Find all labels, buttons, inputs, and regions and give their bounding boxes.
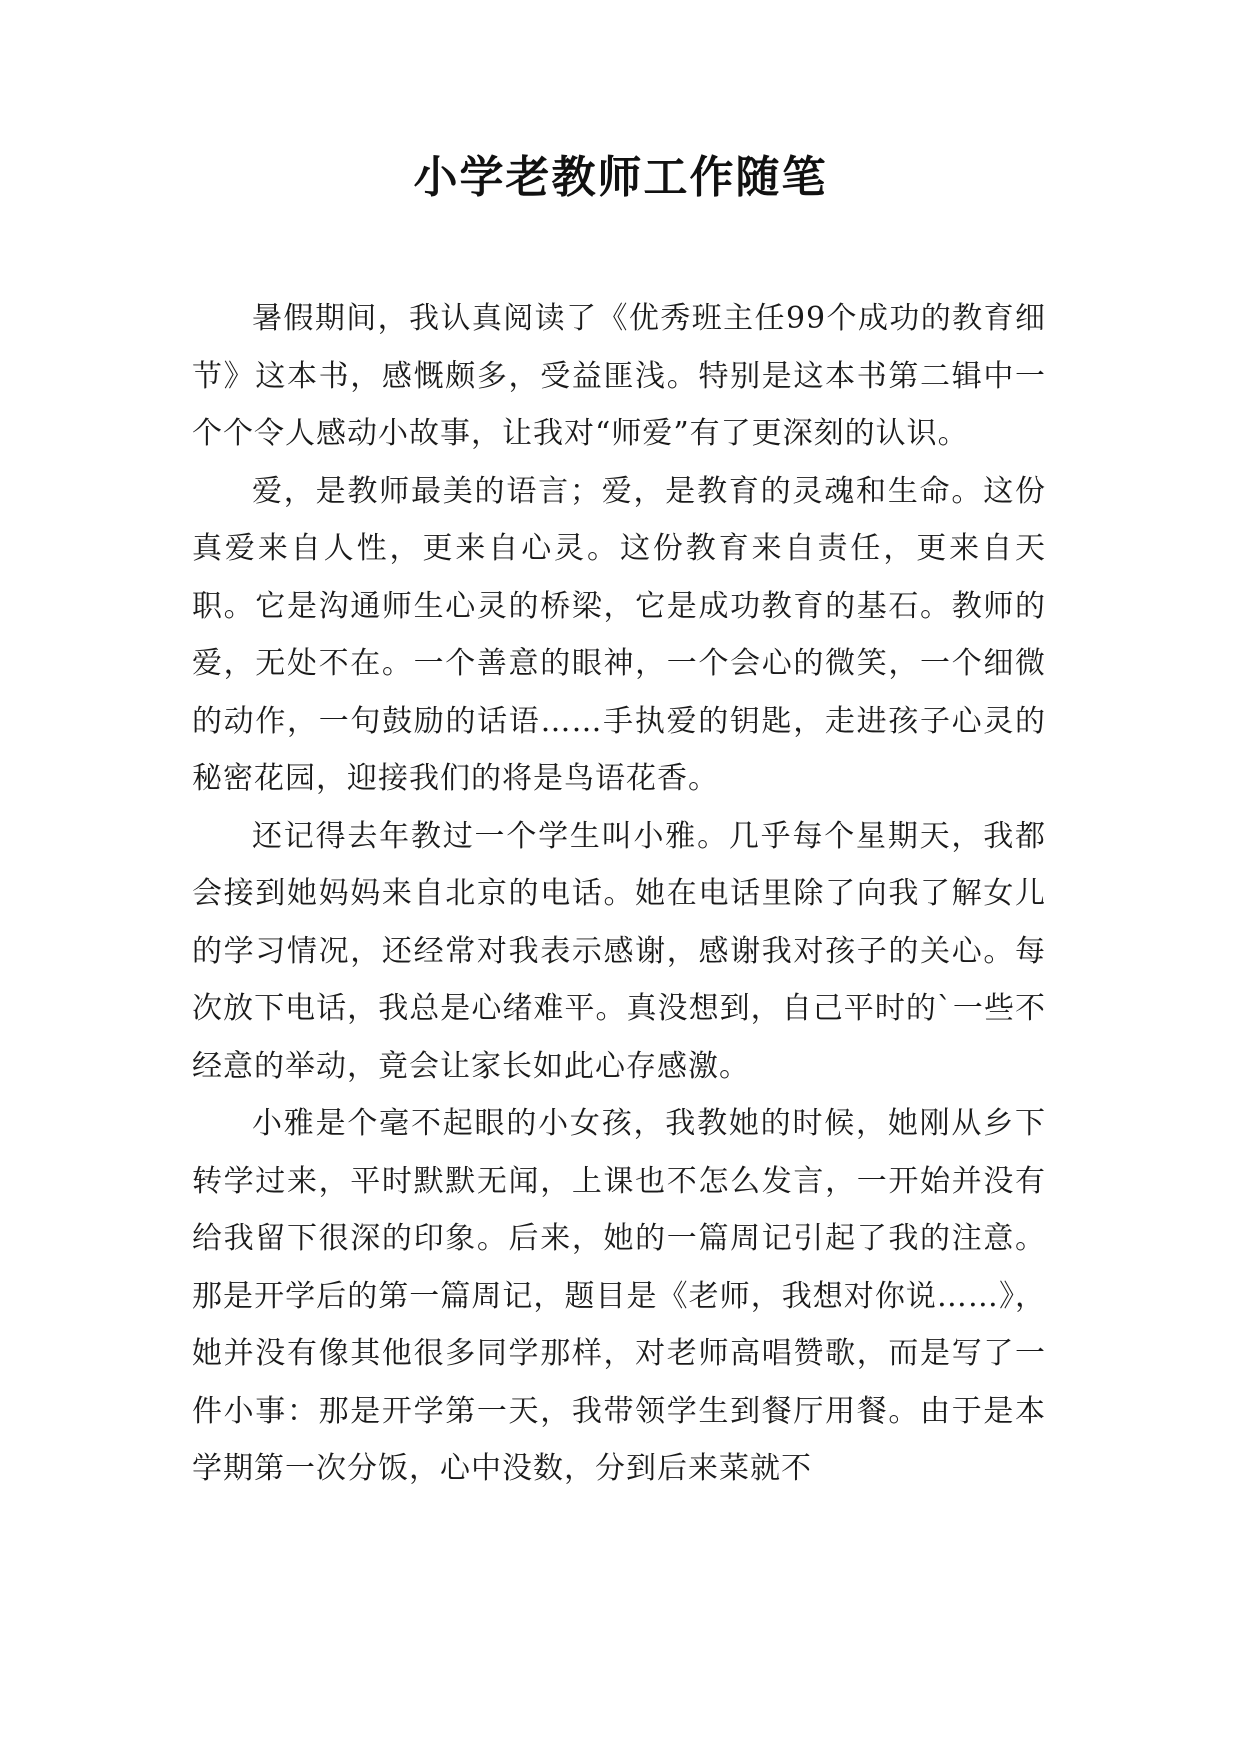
document-title: 小学老教师工作随笔 [413, 152, 828, 203]
document-body [192, 290, 1046, 1498]
paragraph-2: 爱，是教师最美的语言；爱，是教育的灵魂和生命。这份真爱来自人性，更来自心灵。这份教育来自责任，更来自天职。它是沟通师生心灵的桥梁，它是成功教育的基石。教师的爱，无处不在。一个善意的眼神，一个会心的微笑，一个细微的动作，一句鼓励的话语……手执爱的钥匙，走进孩子心灵的秘密花园，迎接我们的将是鸟语花香。 [192, 473, 1046, 796]
paragraph-4: 小雅是个毫不起眼的小女孩，我教她的时候，她刚从乡下转学过来，平时默默无闻，上课也不怎么发言，一开始并没有给我留下很深的印象。后来，她的一篇周记引起了我的注意。那是开学后的第一篇周记，题目是《老师，我想对你说……》，她并没有像其他很多同学那样，对老师高唱赞歌，而是写了一件小事：那是开学第一天，我带领学生到餐厅用餐。由于是本学期第一次分饭，心中没数，分到后来菜就不 [192, 1106, 1046, 1486]
paragraph-3: 还记得去年教过一个学生叫小雅。几乎每个星期天，我都会接到她妈妈来自北京的电话。她在电话里除了向我了解女儿的学习情况，还经常对我表示感谢，感谢我对孩子的关心。每次放下电话，我总是心绪难平。真没想到，自己平时的`一些不经意的举动，竟会让家长如此心存感激。 [192, 818, 1046, 1084]
paragraph-1: 暑假期间，我认真阅读了《优秀班主任99个成功的教育细节》这本书，感慨颇多，受益匪浅。特别是这本书第二辑中一个个令人感动小故事，让我对“师爱”有了更深刻的认识。 [192, 301, 1046, 451]
